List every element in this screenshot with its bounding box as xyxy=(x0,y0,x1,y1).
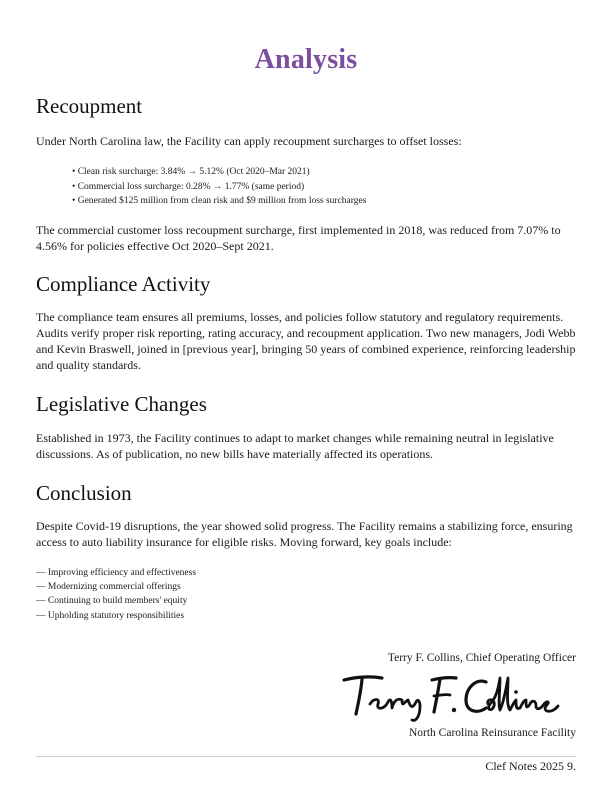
section-heading-legislative: Legislative Changes xyxy=(36,392,207,416)
list-item: — Modernizing commercial offerings xyxy=(36,580,196,594)
list-item: • Clean risk surcharge: 3.84% → 5.12% (Oct 2020–Mar 2021) xyxy=(72,165,366,180)
publication-name: Clef Notes 2025 xyxy=(485,759,564,773)
page-title: Analysis xyxy=(254,44,358,75)
legislative-body: Established in 1973, the Facility continues to adapt to market changes while remaining neutral in legislative discussions. As of publication, no new bills have materially affected its operations. xyxy=(36,431,554,461)
compliance-body: The compliance team ensures all premiums, losses, and policies follow statutory and regulatory requirements. Audits verify proper risk reporting, rating accuracy, and recoupment application. Two new managers, Jodi Webb and Kevin Braswell, joined in [previous year], bringing 50 years of combined experience, reinforcing leadership and quality standards. xyxy=(36,310,576,372)
recoupment-note: The commercial customer loss recoupment surcharge, first implemented in 2018, was reduced from 7.07% to 4.56% for policies effective Oct 2020–Sept 2021. xyxy=(36,223,561,253)
section-heading-compliance: Compliance Activity xyxy=(36,272,211,296)
list-item: — Improving efficiency and effectiveness xyxy=(36,566,196,580)
list-item: • Commercial loss surcharge: 0.28% → 1.77% (same period) xyxy=(72,180,366,195)
section-heading-recoupment: Recoupment xyxy=(36,94,143,118)
recoupment-bullet-list xyxy=(72,165,366,209)
footer-divider xyxy=(36,756,576,757)
list-item: • Generated $125 million from clean risk and $9 million from loss surcharges xyxy=(72,194,366,209)
signatory-organization: North Carolina Reinsurance Facility xyxy=(408,727,576,739)
document-page xyxy=(36,0,576,792)
list-item: — Continuing to build members' equity xyxy=(36,594,196,608)
section-heading-conclusion: Conclusion xyxy=(36,481,132,505)
page-footer xyxy=(485,759,576,774)
signatory-name-title: Terry F. Collins, Chief Operating Officer xyxy=(387,652,576,664)
conclusion-body: Despite Covid-19 disruptions, the year showed solid progress. The Facility remains a stabilizing force, ensuring access to auto liability insurance for eligible risks. Moving forward, key goals include: xyxy=(36,519,573,549)
goals-list xyxy=(36,566,196,623)
list-item: — Upholding statutory responsibilities xyxy=(36,609,196,623)
handwritten-signature xyxy=(336,668,576,724)
page-number: 9. xyxy=(567,759,576,773)
recoupment-intro: Under North Carolina law, the Facility can apply recoupment surcharges to offset losses: xyxy=(36,134,462,148)
